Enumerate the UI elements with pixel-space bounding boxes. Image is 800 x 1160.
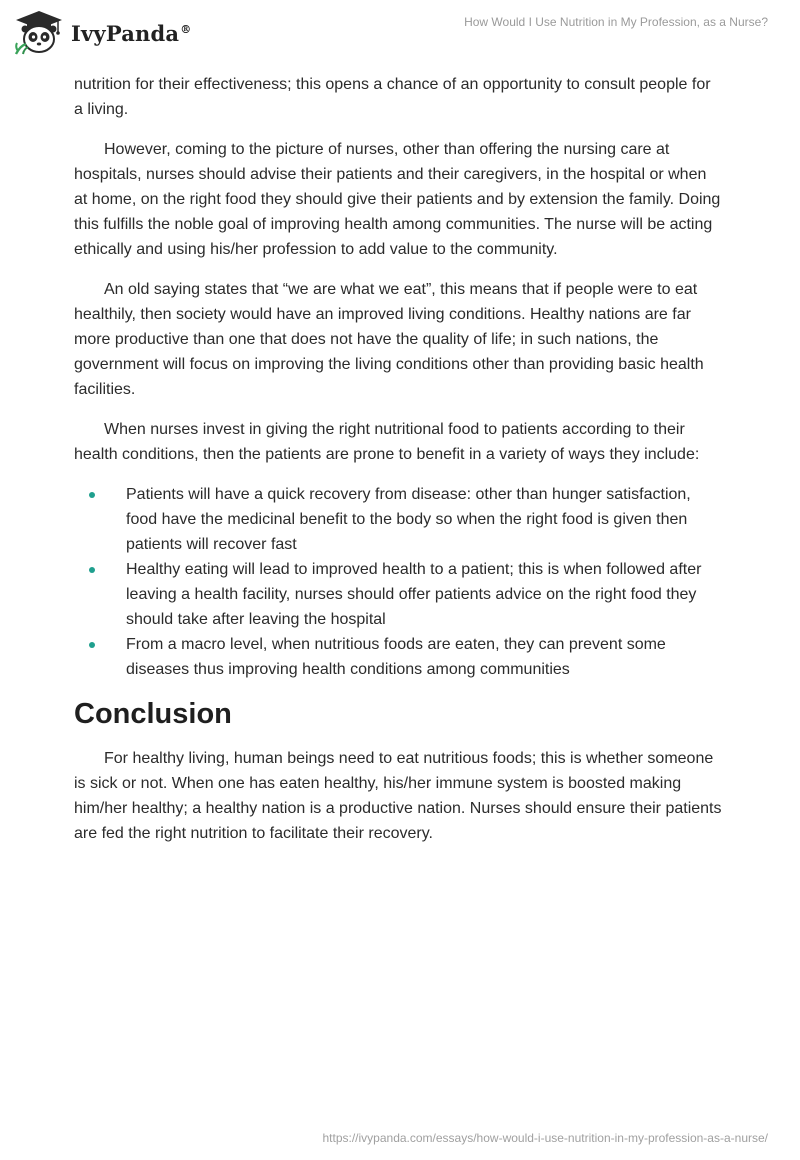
bullet-icon [89, 567, 95, 573]
page-header [0, 0, 800, 66]
paragraph-benefits: When nurses invest in giving the right nutritional food to patients according to their health conditions, then the patients are prone to benefit in a variety of ways they include: [74, 421, 700, 463]
logo[interactable] [14, 8, 191, 58]
panda-logo-icon [14, 10, 64, 56]
bullet-icon [89, 642, 95, 648]
bullet-icon [89, 492, 95, 498]
source-url-link[interactable]: https://ivypanda.com/essays/how-would-i-use-nutrition-in-my-profession-as-a-nurse/ [322, 1131, 768, 1145]
conclusion-heading: Conclusion [74, 698, 232, 730]
paragraph-continued: nutrition for their effectiveness; this opens a chance of an opportunity to consult people for a living. [74, 76, 711, 118]
paragraph-nurses: However, coming to the picture of nurses, other than offering the nursing care at hospitals, nurses should advise their patients and their caregivers, in the hospital or when at home, on the right food they should give their patients and by extension the family. Doing this fulfills the noble goal of improving health among communities. The nurse will be acting ethically and using his/her profession to add value to the community. [74, 141, 721, 258]
list-item-text: Patients will have a quick recovery from disease: other than hunger satisfaction, food have the medicinal benefit to the body so when the right food is given then patients will recover fast [126, 486, 691, 553]
document-title: How Would I Use Nutrition in My Profession, as a Nurse? [464, 15, 768, 29]
paragraph-saying: An old saying states that “we are what we eat”, this means that if people were to eat healthily, then society would have an improved living conditions. Healthy nations are far more productive than one that does not have the quality of life; in such nations, the government will focus on improving the living conditions other than providing basic health facilities. [74, 281, 704, 398]
list-item [74, 482, 722, 557]
list-item-text: From a macro level, when nutritious foods are eaten, they can prevent some diseases thus improving health conditions among communities [126, 636, 666, 678]
list-item-text: Healthy eating will lead to improved health to a patient; this is when followed after leaving a health facility, nurses should offer patients advice on the right food they should take after leaving the hospital [126, 561, 702, 628]
benefits-list [74, 482, 722, 682]
list-item [74, 632, 722, 682]
conclusion-paragraph: For healthy living, human beings need to eat nutritious foods; this is whether someone is sick or not. When one has eaten healthy, his/her immune system is boosted making him/her healthy; a healthy nation is a productive nation. Nurses should ensure their patients are fed the right nutrition to facilitate their recovery. [74, 750, 722, 842]
list-item [74, 557, 722, 632]
brand-name: IvyPanda® [71, 20, 192, 46]
article-body [74, 72, 722, 861]
